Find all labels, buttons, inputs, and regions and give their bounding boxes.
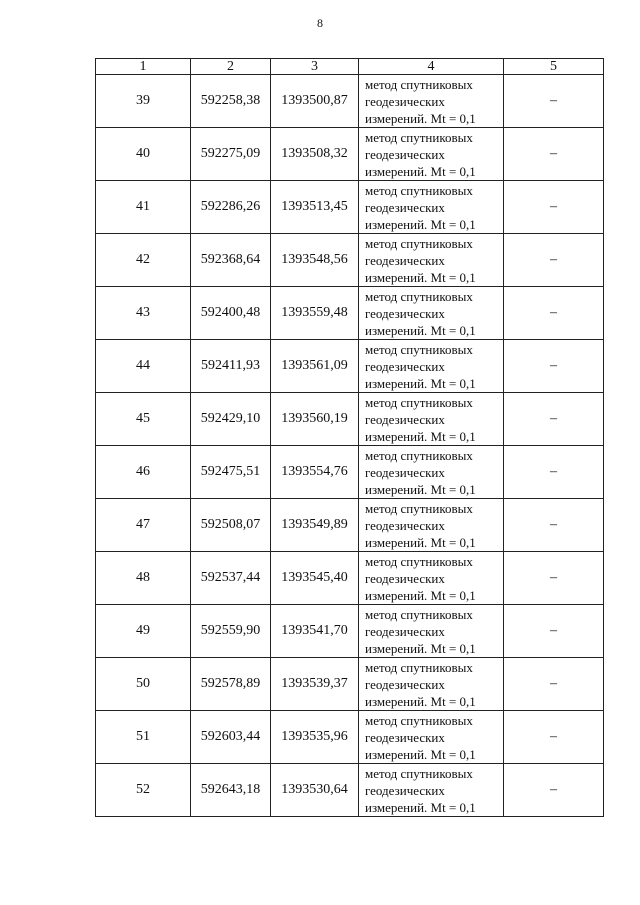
- method-line: метод спутниковых: [365, 235, 473, 251]
- x-coordinate-cell: 592537,44: [191, 552, 271, 605]
- note-cell: –: [504, 287, 604, 340]
- y-coordinate-cell: 1393549,89: [271, 499, 359, 552]
- x-coordinate-cell: 592429,10: [191, 393, 271, 446]
- y-coordinate-cell: 1393541,70: [271, 605, 359, 658]
- method-cell: [359, 711, 504, 764]
- y-coordinate-cell: 1393530,64: [271, 764, 359, 817]
- method-cell: [359, 393, 504, 446]
- method-cell: [359, 499, 504, 552]
- x-coordinate-cell: 592559,90: [191, 605, 271, 658]
- method-line: измерений. Mt = 0,1: [365, 799, 476, 815]
- table-row: [96, 605, 604, 658]
- point-number-cell: 45: [96, 393, 191, 446]
- point-number-cell: 39: [96, 75, 191, 128]
- note-cell: –: [504, 340, 604, 393]
- note-cell: –: [504, 75, 604, 128]
- note-cell: –: [504, 605, 604, 658]
- method-line: метод спутниковых: [365, 76, 473, 92]
- header-col-3: 3: [271, 59, 359, 75]
- point-number-cell: 40: [96, 128, 191, 181]
- method-line: метод спутниковых: [365, 606, 473, 622]
- x-coordinate-cell: 592400,48: [191, 287, 271, 340]
- method-line: геодезических: [365, 411, 445, 427]
- method-line: измерений. Mt = 0,1: [365, 163, 476, 179]
- method-line: геодезических: [365, 252, 445, 268]
- method-line: измерений. Mt = 0,1: [365, 269, 476, 285]
- x-coordinate-cell: 592275,09: [191, 128, 271, 181]
- x-coordinate-cell: 592643,18: [191, 764, 271, 817]
- method-cell: [359, 658, 504, 711]
- note-cell: –: [504, 393, 604, 446]
- table-row: [96, 552, 604, 605]
- method-line: геодезических: [365, 517, 445, 533]
- method-cell: [359, 287, 504, 340]
- method-cell: [359, 552, 504, 605]
- header-col-1: 1: [96, 59, 191, 75]
- method-cell: [359, 128, 504, 181]
- y-coordinate-cell: 1393560,19: [271, 393, 359, 446]
- method-line: метод спутниковых: [365, 500, 473, 516]
- x-coordinate-cell: 592603,44: [191, 711, 271, 764]
- point-number-cell: 52: [96, 764, 191, 817]
- x-coordinate-cell: 592258,38: [191, 75, 271, 128]
- method-line: геодезических: [365, 464, 445, 480]
- point-number-cell: 50: [96, 658, 191, 711]
- method-cell: [359, 446, 504, 499]
- y-coordinate-cell: 1393548,56: [271, 234, 359, 287]
- x-coordinate-cell: 592508,07: [191, 499, 271, 552]
- y-coordinate-cell: 1393545,40: [271, 552, 359, 605]
- header-col-4: 4: [359, 59, 504, 75]
- note-cell: –: [504, 711, 604, 764]
- note-cell: –: [504, 658, 604, 711]
- method-line: метод спутниковых: [365, 765, 473, 781]
- method-cell: [359, 181, 504, 234]
- method-line: измерений. Mt = 0,1: [365, 110, 476, 126]
- method-line: метод спутниковых: [365, 341, 473, 357]
- method-line: измерений. Mt = 0,1: [365, 216, 476, 232]
- table-row: [96, 181, 604, 234]
- point-number-cell: 49: [96, 605, 191, 658]
- method-line: геодезических: [365, 570, 445, 586]
- method-line: измерений. Mt = 0,1: [365, 428, 476, 444]
- method-cell: [359, 605, 504, 658]
- method-line: измерений. Mt = 0,1: [365, 693, 476, 709]
- coordinates-table: [95, 58, 604, 817]
- y-coordinate-cell: 1393508,32: [271, 128, 359, 181]
- method-line: измерений. Mt = 0,1: [365, 375, 476, 391]
- method-line: метод спутниковых: [365, 659, 473, 675]
- method-line: метод спутниковых: [365, 712, 473, 728]
- method-line: метод спутниковых: [365, 447, 473, 463]
- x-coordinate-cell: 592475,51: [191, 446, 271, 499]
- y-coordinate-cell: 1393513,45: [271, 181, 359, 234]
- header-row: [96, 59, 604, 75]
- method-line: измерений. Mt = 0,1: [365, 481, 476, 497]
- method-cell: [359, 340, 504, 393]
- table-row: [96, 340, 604, 393]
- method-line: измерений. Mt = 0,1: [365, 534, 476, 550]
- header-col-5: 5: [504, 59, 604, 75]
- table-body: [96, 75, 604, 817]
- method-line: измерений. Mt = 0,1: [365, 322, 476, 338]
- x-coordinate-cell: 592286,26: [191, 181, 271, 234]
- y-coordinate-cell: 1393500,87: [271, 75, 359, 128]
- x-coordinate-cell: 592411,93: [191, 340, 271, 393]
- method-cell: [359, 764, 504, 817]
- y-coordinate-cell: 1393535,96: [271, 711, 359, 764]
- point-number-cell: 47: [96, 499, 191, 552]
- x-coordinate-cell: 592368,64: [191, 234, 271, 287]
- method-cell: [359, 75, 504, 128]
- point-number-cell: 44: [96, 340, 191, 393]
- note-cell: –: [504, 764, 604, 817]
- method-line: измерений. Mt = 0,1: [365, 587, 476, 603]
- point-number-cell: 46: [96, 446, 191, 499]
- table-row: [96, 75, 604, 128]
- method-line: геодезических: [365, 305, 445, 321]
- table-row: [96, 446, 604, 499]
- method-line: геодезических: [365, 623, 445, 639]
- point-number-cell: 48: [96, 552, 191, 605]
- method-line: метод спутниковых: [365, 288, 473, 304]
- table-row: [96, 711, 604, 764]
- y-coordinate-cell: 1393539,37: [271, 658, 359, 711]
- method-line: измерений. Mt = 0,1: [365, 640, 476, 656]
- table-row: [96, 234, 604, 287]
- table-row: [96, 499, 604, 552]
- point-number-cell: 42: [96, 234, 191, 287]
- method-cell: [359, 234, 504, 287]
- y-coordinate-cell: 1393554,76: [271, 446, 359, 499]
- header-col-2: 2: [191, 59, 271, 75]
- table-row: [96, 393, 604, 446]
- note-cell: –: [504, 552, 604, 605]
- y-coordinate-cell: 1393559,48: [271, 287, 359, 340]
- method-line: метод спутниковых: [365, 182, 473, 198]
- method-line: метод спутниковых: [365, 394, 473, 410]
- method-line: метод спутниковых: [365, 553, 473, 569]
- x-coordinate-cell: 592578,89: [191, 658, 271, 711]
- method-line: геодезических: [365, 676, 445, 692]
- note-cell: –: [504, 128, 604, 181]
- method-line: геодезических: [365, 93, 445, 109]
- note-cell: –: [504, 446, 604, 499]
- method-line: геодезических: [365, 729, 445, 745]
- table-row: [96, 128, 604, 181]
- note-cell: –: [504, 181, 604, 234]
- note-cell: –: [504, 234, 604, 287]
- method-line: геодезических: [365, 146, 445, 162]
- point-number-cell: 51: [96, 711, 191, 764]
- point-number-cell: 43: [96, 287, 191, 340]
- y-coordinate-cell: 1393561,09: [271, 340, 359, 393]
- method-line: геодезических: [365, 358, 445, 374]
- point-number-cell: 41: [96, 181, 191, 234]
- method-line: геодезических: [365, 199, 445, 215]
- table-row: [96, 287, 604, 340]
- method-line: геодезических: [365, 782, 445, 798]
- method-line: измерений. Mt = 0,1: [365, 746, 476, 762]
- page-number: 8: [317, 16, 323, 30]
- table-row: [96, 764, 604, 817]
- note-cell: –: [504, 499, 604, 552]
- table-row: [96, 658, 604, 711]
- method-line: метод спутниковых: [365, 129, 473, 145]
